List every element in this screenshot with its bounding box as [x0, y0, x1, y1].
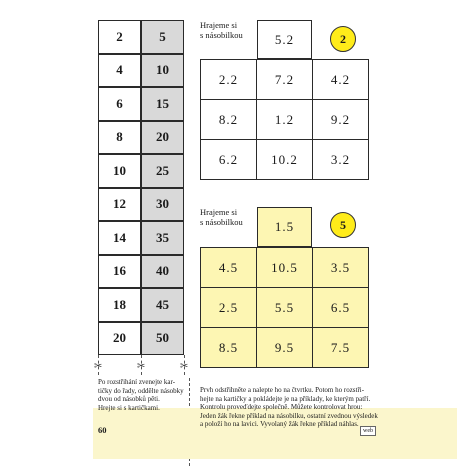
strip-cell-left: 2 [98, 20, 141, 54]
right-note-line: Jeden žák řekne příklad na násobilku, ostatní zvednou výsledek [200, 411, 378, 420]
game2-card: 2.5 [200, 287, 257, 328]
game1-card: 6.2 [200, 139, 257, 180]
game2-label-line1: Hrajeme si [200, 207, 238, 217]
strip-cell-right: 5 [141, 20, 184, 54]
game1-card: 4.2 [312, 59, 369, 100]
strip-cell-left: 18 [98, 288, 141, 322]
strip-cell-right: 40 [141, 255, 184, 289]
game1-card: 2.2 [200, 59, 257, 100]
game1-card: 9.2 [312, 99, 369, 140]
game2-card: 8.5 [200, 327, 257, 368]
game2-badge: 5 [330, 212, 356, 238]
left-note-line: Po rozstřihání zvenejte kar- [98, 378, 176, 386]
strip-cell-left: 6 [98, 87, 141, 121]
right-note-line: Prvh odstřihněte a nalepte ho na čtvrtku. Potom ho rozstři- [200, 386, 365, 394]
game2-card: 7.5 [312, 327, 369, 368]
game2-label [200, 207, 243, 227]
game1-label-line1: Hrajeme si [200, 20, 238, 30]
left-note-line: dvou od násobků pěti. [98, 395, 160, 404]
game1-top-card: 5.2 [257, 20, 312, 59]
left-note-line: Hrejte si s kartičkami. [98, 403, 160, 412]
strip-cell-right: 50 [141, 322, 184, 356]
strip-cell-left: 20 [98, 322, 141, 356]
game1-card: 7.2 [256, 59, 313, 100]
right-instructions [200, 386, 460, 429]
left-instructions [98, 378, 188, 412]
strip-cell-left: 14 [98, 221, 141, 255]
strip-cell-right: 10 [141, 54, 184, 88]
strip-cell-left: 4 [98, 54, 141, 88]
page-number: 60 [98, 425, 107, 435]
game2-card: 6.5 [312, 287, 369, 328]
number-strip [98, 20, 184, 355]
game1-badge: 2 [330, 26, 356, 52]
game2-label-line2: s násobilkou [200, 217, 243, 227]
scissors-icon: ✂ [137, 361, 146, 372]
strip-cell-left: 10 [98, 154, 141, 188]
strip-cell-right: 25 [141, 154, 184, 188]
strip-cell-left: 16 [98, 255, 141, 289]
corner-mark: web [360, 426, 376, 436]
strip-cell-right: 35 [141, 221, 184, 255]
left-note-line: tičky do řady, oddělte násobky [98, 386, 184, 395]
game2-card: 9.5 [256, 327, 313, 368]
game1-card: 10.2 [256, 139, 313, 180]
game1-label-line2: s násobilkou [200, 30, 243, 40]
game2-card: 4.5 [200, 247, 257, 288]
game2-card: 10.5 [256, 247, 313, 288]
strip-cell-left: 8 [98, 121, 141, 155]
right-note-line: hejte na kartičky a pokládejte je na příklady, ke kterým patří. [200, 394, 371, 403]
strip-cell-right: 45 [141, 288, 184, 322]
scissors-icon: ✂ [94, 361, 103, 372]
game2-card: 5.5 [256, 287, 313, 328]
game1-card: 8.2 [200, 99, 257, 140]
strip-cell-right: 15 [141, 87, 184, 121]
game1-card: 1.2 [256, 99, 313, 140]
game2-card: 3.5 [312, 247, 369, 288]
game2-top-card: 1.5 [257, 207, 312, 247]
strip-cell-right: 20 [141, 121, 184, 155]
game1-card: 3.2 [312, 139, 369, 180]
game1-label [200, 20, 243, 40]
strip-cell-left: 12 [98, 188, 141, 222]
right-note-line: a položí ho na lavici. Vyvolaný žák řekne příklad náhlas. [200, 420, 359, 429]
strip-cell-right: 30 [141, 188, 184, 222]
scissors-icon: ✂ [180, 361, 189, 372]
right-note-line: Kontrolu proveďdejte společně. Můžete kontrolovat hrou: [200, 403, 363, 412]
